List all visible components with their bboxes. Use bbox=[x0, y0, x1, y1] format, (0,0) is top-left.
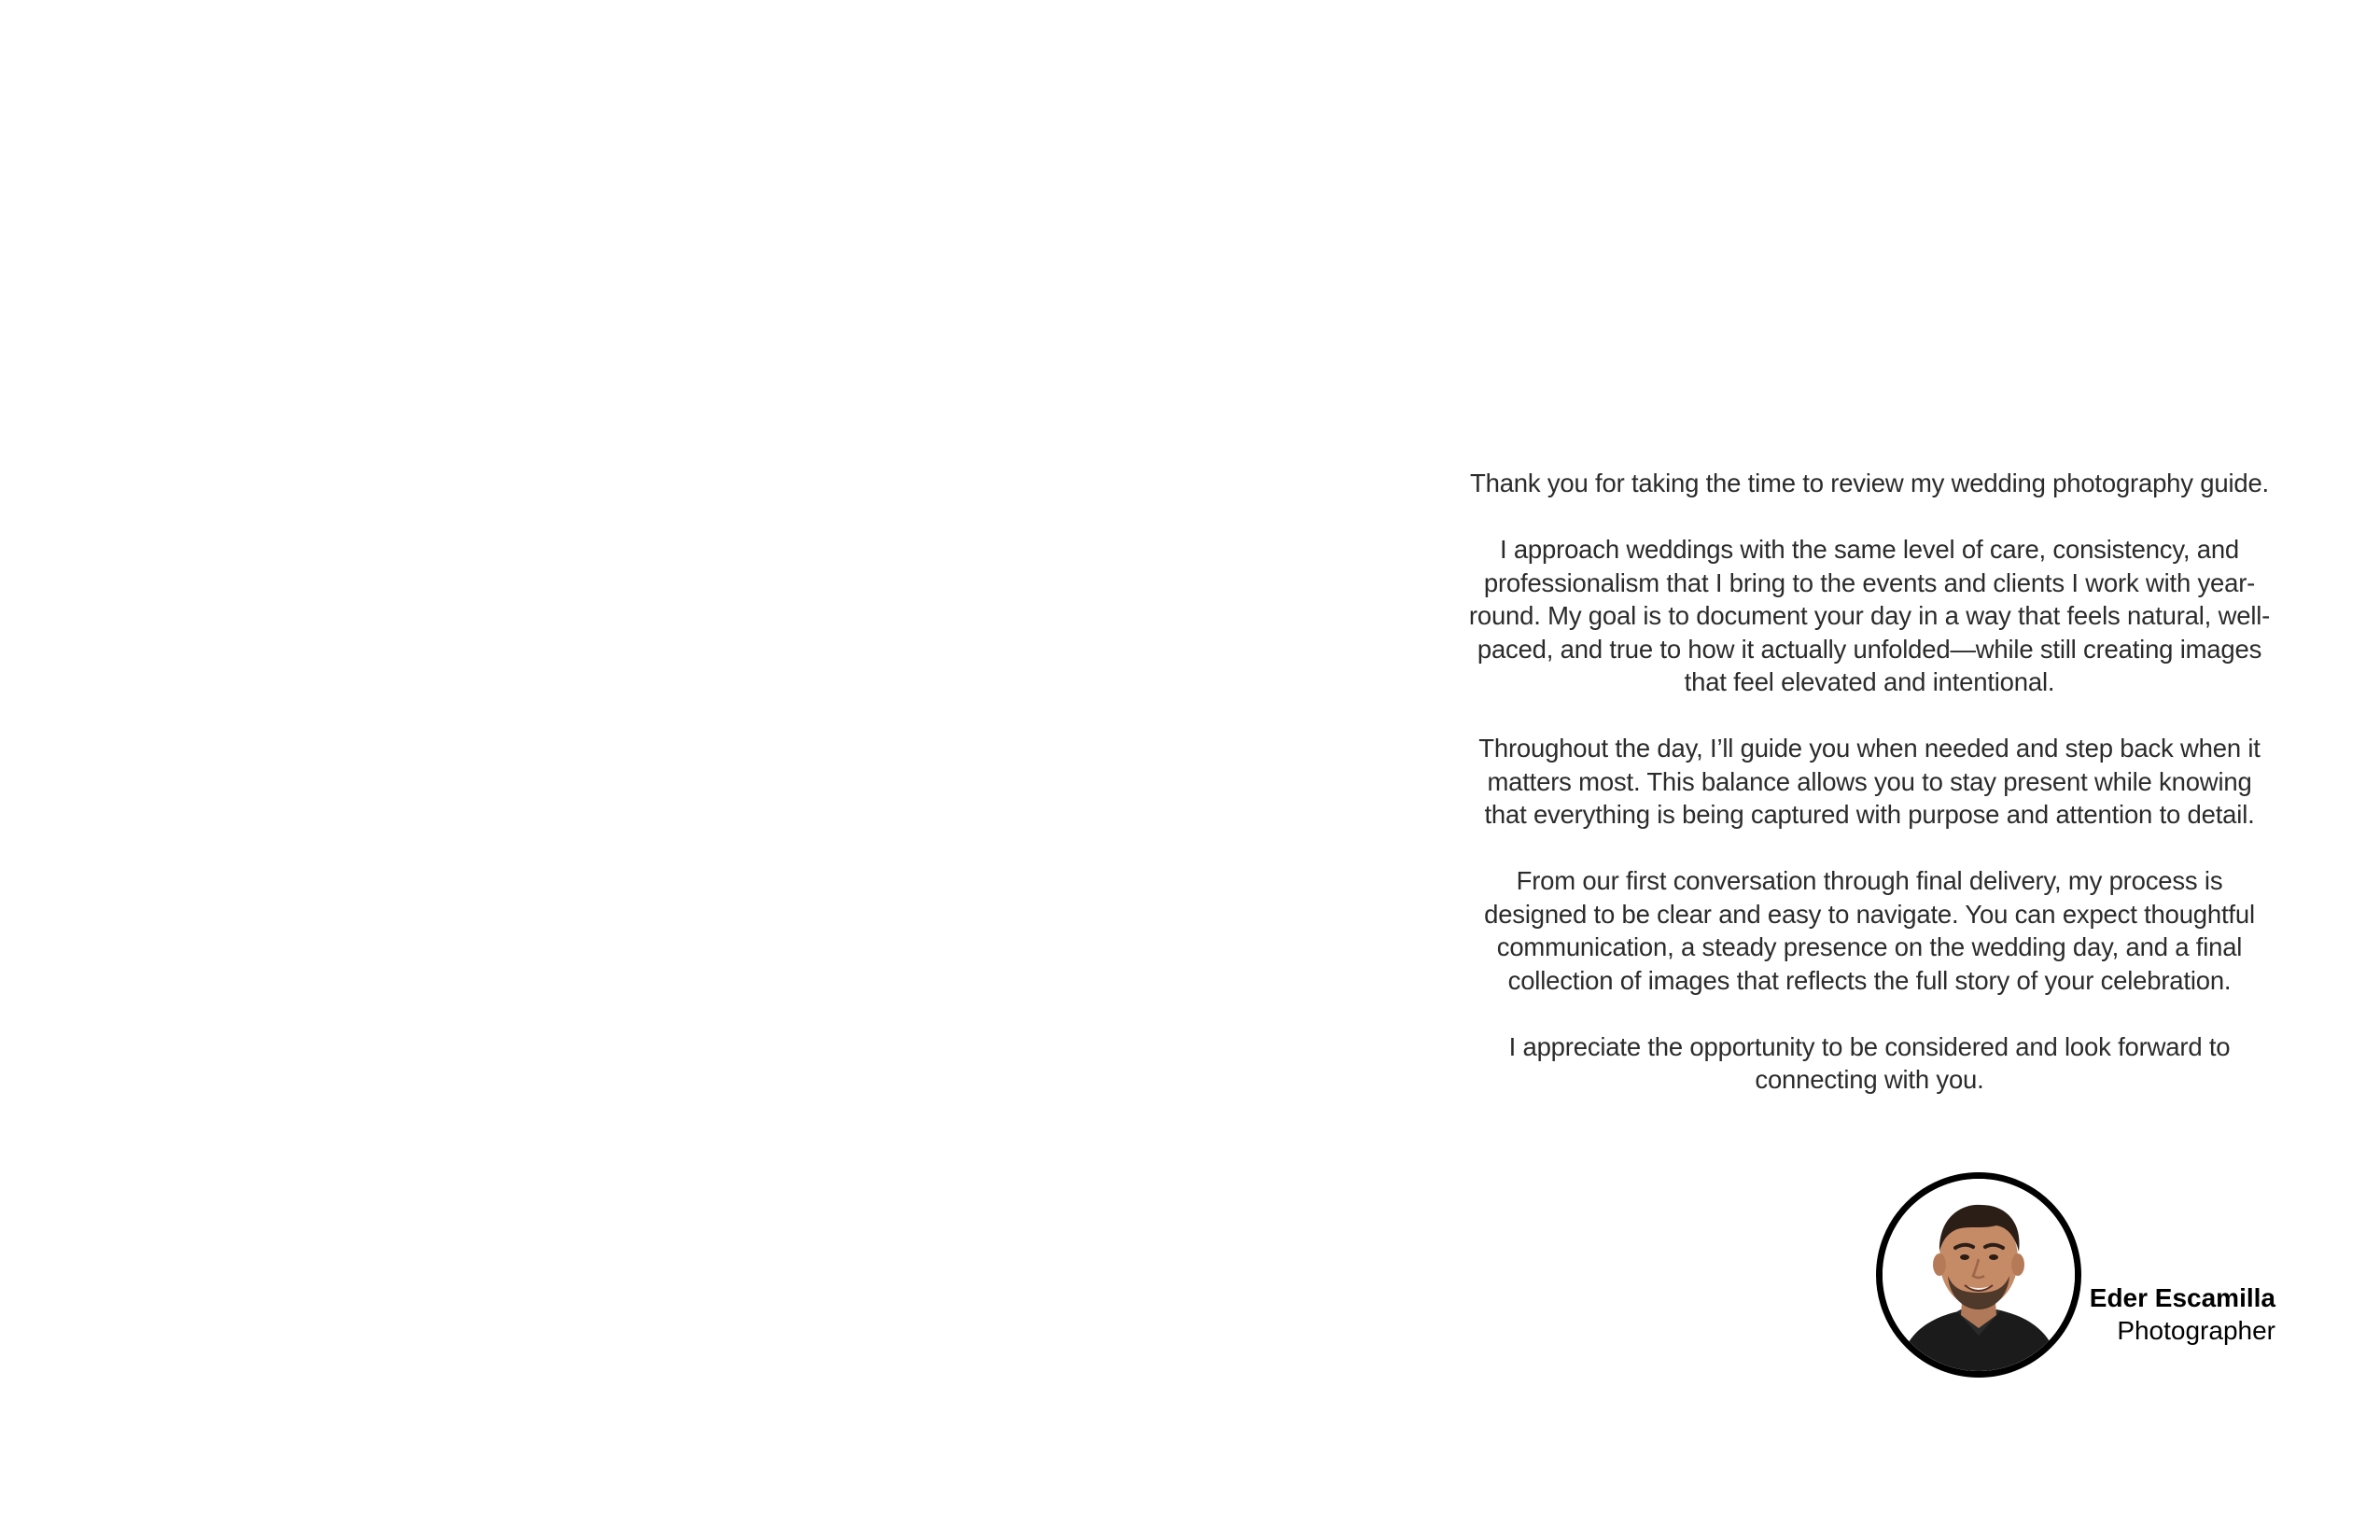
avatar bbox=[1876, 1172, 2081, 1378]
signature-text bbox=[2090, 1281, 2275, 1347]
photographer-title: Photographer bbox=[2117, 1316, 2275, 1345]
letter-paragraph-5: I appreciate the opportunity to be considered and look forward to connecting with you. bbox=[1508, 1031, 2231, 1094]
letter-paragraph-3: Throughout the day, I’ll guide you when needed and step back when it matters most. This balance allows you to stay present while knowing that everything is being captured with purpose and attention to detail. bbox=[1478, 734, 2261, 829]
photographer-portrait-icon bbox=[1883, 1179, 2075, 1371]
welcome-letter bbox=[1463, 467, 2275, 1097]
letter-paragraph-4: From our first conversation through final delivery, my process is designed to be clear and easy to navigate. You can expect thoughtful communication, a steady presence on the wedding day, and a final collection of images that reflects the full story of your celebration. bbox=[1484, 866, 2255, 995]
photographer-name: Eder Escamilla bbox=[2089, 1283, 2275, 1312]
letter-paragraph-2: I approach weddings with the same level of care, consistency, and professionalism that I bring to the events and clients I work with year-round. My goal is to document your day in a way that feels natural, well-paced, and true to how it actually unfolded—while still creating images that feel elevated and intentional. bbox=[1468, 535, 2271, 696]
signature-block bbox=[1876, 1165, 2275, 1374]
letter-paragraph-1: Thank you for taking the time to review my wedding photography guide. bbox=[1470, 469, 2269, 497]
